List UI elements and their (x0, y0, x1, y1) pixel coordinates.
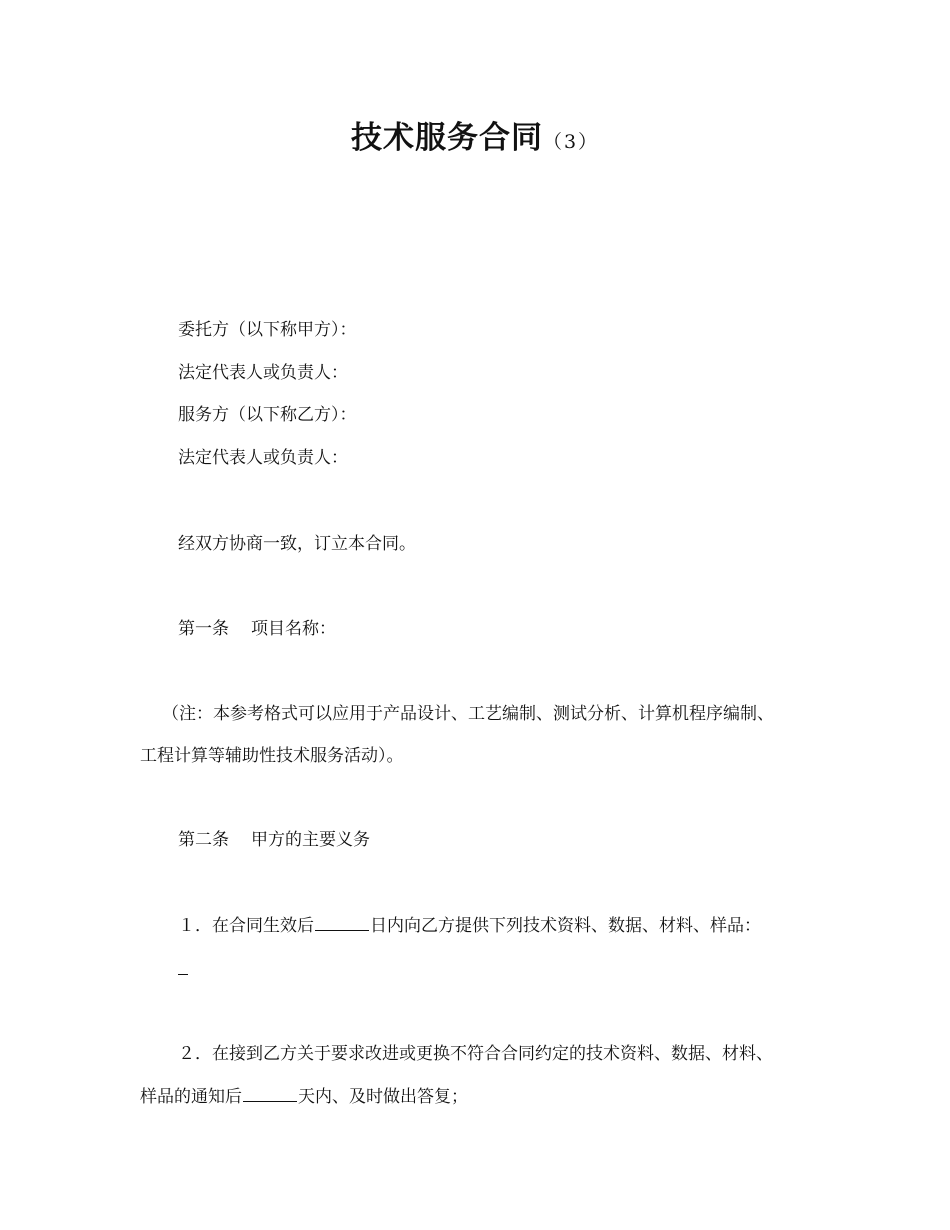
note-line-1: （注：本参考格式可以应用于产品设计、工艺编制、测试分析、计算机程序编制、 (162, 704, 774, 724)
clause-1-prefix: １．在合同生效后 (178, 916, 314, 936)
article-2-number: 第二条 (178, 830, 229, 850)
party-client-rep-line: 法定代表人或负责人： (178, 363, 348, 383)
title-main: 技术服务合同 (350, 120, 543, 156)
party-provider-rep-line: 法定代表人或负责人： (178, 448, 348, 468)
article-1-number: 第一条 (178, 619, 229, 639)
article-1-title: 项目名称： (251, 619, 336, 639)
document-title (0, 112, 950, 157)
article-1-heading (178, 617, 336, 641)
party-client-line: 委托方（以下称甲方）： (178, 320, 357, 340)
clause-1-suffix: 日内向乙方提供下列技术资料、数据、材料、样品： (370, 916, 761, 936)
intro-text: 经双方协商一致，订立本合同。 (178, 534, 416, 554)
reply-days-blank-field[interactable] (243, 1086, 297, 1102)
clause-2-suffix: 天内、及时做出答复； (298, 1087, 468, 1107)
note-line-2: 工程计算等辅助性技术服务活动）。 (140, 746, 404, 766)
party-provider-line: 服务方（以下称乙方）： (178, 405, 357, 425)
clause-1-line (178, 914, 761, 938)
title-suffix: （3） (542, 131, 600, 153)
clause-2-line-1: ２．在接到乙方关于要求改进或更换不符合合同约定的技术资料、数据、材料、 (178, 1044, 773, 1064)
article-2-heading (178, 828, 370, 852)
days-blank-field[interactable] (315, 915, 369, 931)
clause-1-fill-line (178, 958, 188, 982)
article-2-title: 甲方的主要义务 (251, 830, 370, 850)
materials-blank-field[interactable] (178, 960, 188, 975)
clause-2-prefix: 样品的通知后 (140, 1087, 242, 1107)
clause-2-line-2 (140, 1085, 468, 1109)
